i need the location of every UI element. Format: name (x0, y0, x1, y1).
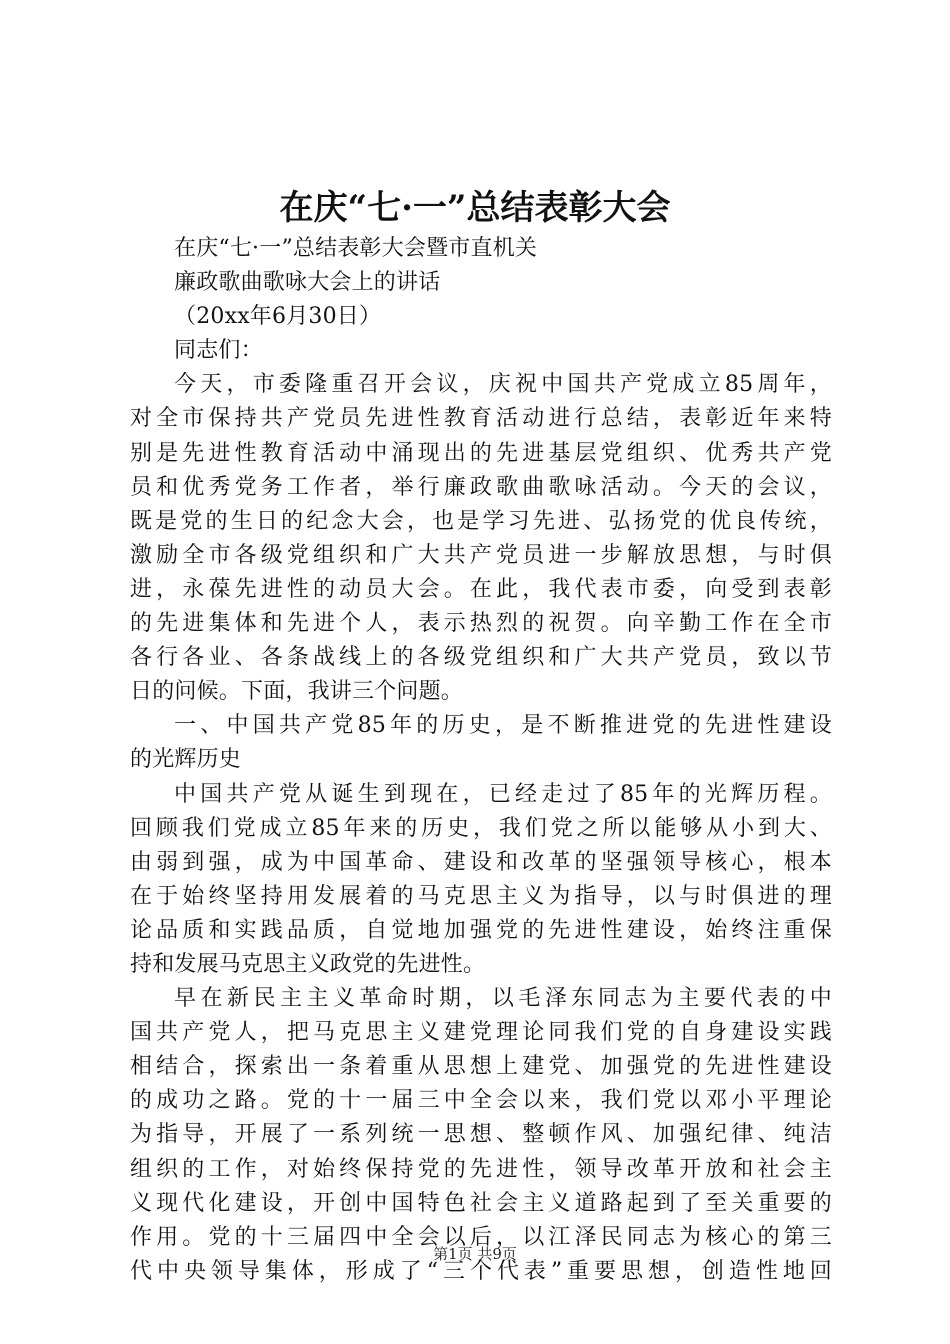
text-line: 各行各业、各条战线上的各级党组织和广大共产党员，致以节 (130, 645, 832, 671)
page-footer: 第1页 共9页 (433, 1245, 517, 1263)
text-line: 早在新民主主义革命时期，以毛泽东同志为主要代表的中 (174, 986, 832, 1012)
text-line: 今天，市委隆重召开会议，庆祝中国共产党成立85周年， (174, 372, 832, 398)
text-line: 义现代化建设，开创中国特色社会主义道路起到了至关重要的 (130, 1190, 832, 1216)
text-line: 对全市保持共产党员先进性教育活动进行总结，表彰近年来特 (130, 406, 832, 432)
text-line: 员和优秀党务工作者，举行廉政歌曲歌咏活动。今天的会议， (130, 474, 832, 500)
text-line: 的光辉历史 (130, 747, 242, 773)
text-line: 作用。党的十三届四中全会以后，以江泽民同志为核心的第三 (130, 1224, 832, 1250)
text-line: 的成功之路。党的十一届三中全会以来，我们党以邓小平理论 (130, 1088, 832, 1114)
text-line: 组织的工作，对始终保持党的先进性，领导改革开放和社会主 (130, 1156, 832, 1182)
text-line: 在于始终坚持用发展着的马克思主义为指导，以与时俱进的理 (130, 883, 832, 909)
text-line: 一、中国共产党85年的历史，是不断推进党的先进性建设 (174, 713, 832, 739)
text-line: 进，永葆先进性的动员大会。在此，我代表市委，向受到表彰 (130, 576, 832, 602)
document-body (130, 232, 832, 1289)
text-line: 日的问候。下面，我讲三个问题。 (130, 679, 464, 705)
text-line: 廉政歌曲歌咏大会上的讲话 (174, 270, 441, 296)
text-line: 中国共产党从诞生到现在，已经走过了85年的光辉历程。 (174, 781, 832, 807)
text-line: 相结合，探索出一条着重从思想上建党、加强党的先进性建设 (130, 1054, 832, 1080)
text-line: 同志们： (174, 338, 263, 364)
document-title: 在庆“七·一”总结表彰大会 (279, 188, 671, 228)
text-line: 既是党的生日的纪念大会，也是学习先进、弘扬党的优良传统， (130, 508, 832, 534)
text-line: （20xx年6月30日） (174, 304, 382, 330)
text-line: 为指导，开展了一系列统一思想、整顿作风、加强纪律、纯洁 (130, 1122, 832, 1148)
text-line: 代中央领导集体，形成了“三个代表”重要思想，创造性地回 (130, 1258, 832, 1284)
text-line: 别是先进性教育活动中涌现出的先进基层党组织、优秀共产党 (130, 440, 832, 466)
text-line: 持和发展马克思主义政党的先进性。 (130, 951, 486, 977)
text-line: 由弱到强，成为中国革命、建设和改革的坚强领导核心，根本 (130, 849, 832, 875)
text-line: 的先进集体和先进个人，表示热烈的祝贺。向辛勤工作在全市 (130, 611, 832, 637)
text-line: 激励全市各级党组织和广大共产党员进一步解放思想，与时俱 (130, 542, 832, 568)
text-line: 在庆“七·一”总结表彰大会暨市直机关 (174, 236, 538, 261)
text-line: 回顾我们党成立85年来的历史，我们党之所以能够从小到大、 (130, 815, 832, 841)
text-line: 国共产党人，把马克思主义建党理论同我们党的自身建设实践 (130, 1020, 832, 1046)
text-line: 论品质和实践品质，自觉地加强党的先进性建设，始终注重保 (130, 917, 832, 943)
